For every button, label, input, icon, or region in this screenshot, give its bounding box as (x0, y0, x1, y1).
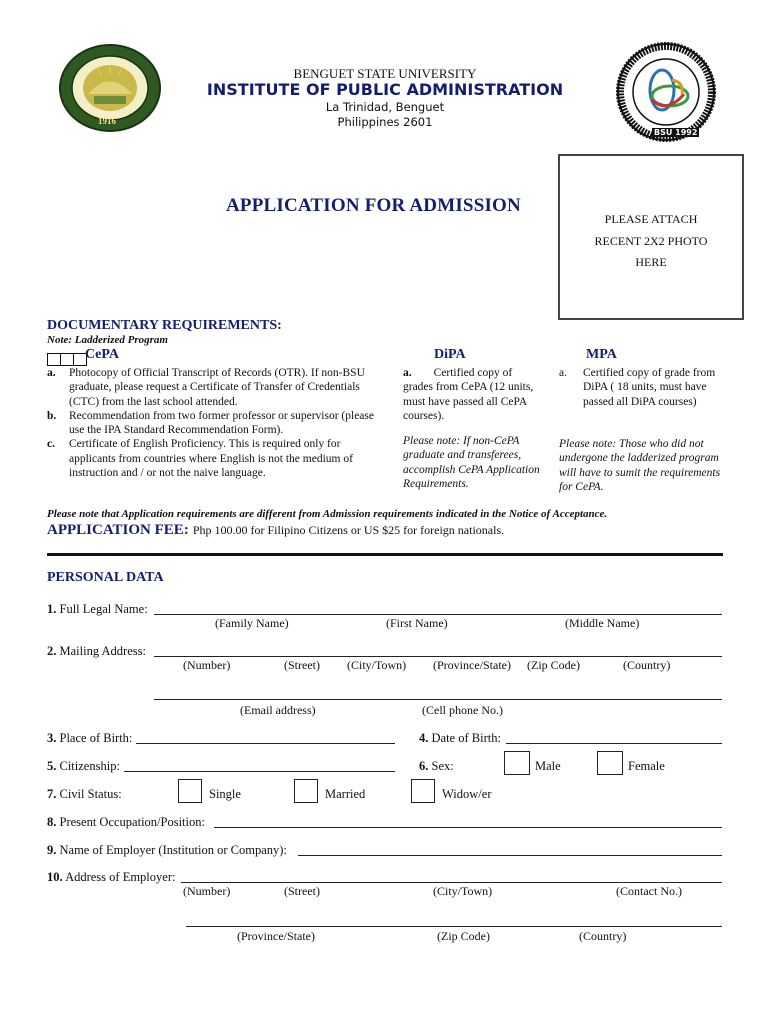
university-name: BENGUET STATE UNIVERSITY (293, 66, 477, 81)
field-number: 10. (47, 870, 63, 884)
sex-female-checkbox[interactable] (597, 751, 623, 775)
field-number: 3. (47, 731, 57, 745)
item-text: Certified copy of grade from DiPA ( 18 units, must have passed all DiPA courses) (583, 367, 716, 408)
civil-status-label (47, 787, 122, 802)
item-marker: a. (559, 367, 567, 379)
field-number: 9. (47, 843, 57, 857)
sex-female-label: Female (628, 759, 665, 773)
dipa-note: Please note: If non-CePA graduate and transferees, accomplish CePA Application Requirements. (403, 435, 540, 490)
sex-male-checkbox[interactable] (504, 751, 530, 775)
sub-label: (Cell phone No.) (422, 703, 503, 717)
item-text: Certificate of English Proficiency. This is required only for applicants from countries where English is not the medium of instruction and / or not the naive language. (69, 438, 353, 480)
sub-label: (Country) (623, 658, 671, 672)
sex-male-label: Male (535, 759, 561, 773)
full-name-label (47, 602, 148, 617)
civil-status-married-checkbox[interactable] (294, 779, 318, 803)
sub-label: (Street) (284, 884, 320, 898)
employer-address-field[interactable] (181, 882, 722, 883)
field-label: Present Occupation/Position: (59, 815, 205, 829)
place-of-birth-field[interactable] (136, 743, 395, 744)
list-item (47, 366, 387, 409)
item-text: Recommendation from two former professor or supervisor (please use the IPA Standard Recommendation Form). (69, 409, 374, 437)
seal-year: 1916 (98, 116, 116, 126)
field-label: Citizenship: (59, 759, 120, 773)
field-label: Civil Status: (59, 787, 122, 801)
list-item (47, 437, 387, 480)
date-of-birth-label (419, 731, 501, 746)
field-number: 5. (47, 759, 57, 773)
list-item (47, 409, 387, 438)
personal-data-heading: PERSONAL DATA (47, 570, 164, 585)
item-marker: a. (47, 367, 56, 379)
mpa-note: Please note: Those who did not undergone the ladderized program will have to sumit the requirements for CePA. (559, 438, 721, 493)
dipa-requirement (403, 366, 543, 423)
field-label: Mailing Address: (59, 644, 146, 658)
sub-label: (First Name) (386, 616, 448, 630)
field-number: 2. (47, 644, 57, 658)
sub-label: (Email address) (240, 703, 316, 717)
employer-name-field[interactable] (298, 855, 722, 856)
field-label: Sex: (431, 759, 454, 773)
date-of-birth-field[interactable] (506, 743, 722, 744)
field-label: Place of Birth: (59, 731, 133, 745)
sub-label: (Number) (183, 658, 231, 672)
field-label: Full Legal Name: (59, 602, 148, 616)
application-fee (47, 521, 504, 539)
occupation-label (47, 815, 205, 830)
citizenship-field[interactable] (124, 771, 395, 772)
sub-label: (City/Town) (347, 658, 407, 672)
fee-text: Php 100.00 for Filipino Citizens or US $25 for foreign nationals. (192, 523, 505, 537)
full-name-field[interactable] (154, 614, 722, 615)
citizenship-label (47, 759, 120, 774)
civil-status-married-label: Married (325, 787, 366, 801)
civil-status-single-checkbox[interactable] (178, 779, 202, 803)
sub-label: (Country) (579, 929, 627, 943)
seal-year: BSU 1992 (654, 128, 698, 137)
sub-label: (Family Name) (215, 616, 289, 630)
requirements-heading: DOCUMENTARY REQUIREMENTS: (47, 318, 282, 333)
field-label: Address of Employer: (65, 870, 176, 884)
mailing-address-label (47, 644, 146, 659)
dipa-title: DiPA (434, 347, 466, 362)
sub-label: (Number) (183, 884, 231, 898)
address-line-2: Philippines 2601 (337, 115, 433, 129)
fee-label: APPLICATION FEE: (47, 522, 189, 538)
field-number: 8. (47, 815, 57, 829)
bsu-seal-logo (58, 44, 162, 132)
field-number: 4. (419, 731, 429, 745)
cepa-requirements-list (47, 366, 387, 480)
sex-label (419, 759, 454, 774)
requirements-note: Note: Ladderized Program (47, 334, 168, 346)
place-of-birth-label (47, 731, 132, 746)
field-label: Date of Birth: (431, 731, 501, 745)
photo-placeholder-box (558, 154, 744, 320)
sub-label: (Province/State) (433, 658, 511, 672)
civil-status-widower-label: Widow/er (442, 787, 492, 801)
sub-label: (Zip Code) (437, 929, 490, 943)
photo-instruction-line-3: HERE (635, 255, 667, 269)
sub-label: (Zip Code) (527, 658, 580, 672)
mpa-title: MPA (586, 347, 617, 362)
field-number: 7. (47, 787, 57, 801)
field-number: 6. (419, 759, 429, 773)
photo-instruction-line-1: PLEASE ATTACH (604, 212, 698, 226)
field-number: 1. (47, 602, 57, 616)
item-marker: a. (403, 367, 412, 379)
mpa-requirement (559, 366, 735, 409)
item-text: Certified copy of grades from CePA (12 units, must have passed all CePA courses). (403, 367, 534, 422)
field-label: Name of Employer (Institution or Company): (59, 843, 287, 857)
email-phone-field[interactable] (154, 699, 722, 700)
sub-label: (Contact No.) (616, 884, 682, 898)
sub-label: (Middle Name) (565, 616, 640, 630)
page-title: APPLICATION FOR ADMISSION (226, 195, 521, 216)
employer-name-label (47, 843, 287, 858)
sub-label: (City/Town) (433, 884, 493, 898)
item-marker: b. (47, 409, 57, 422)
occupation-field[interactable] (214, 827, 722, 828)
sub-label: (Province/State) (237, 929, 315, 943)
employer-address-label (47, 870, 175, 885)
section-divider (47, 553, 723, 556)
cepa-title: CePA (85, 347, 119, 362)
item-marker: c. (47, 438, 55, 451)
civil-status-widower-checkbox[interactable] (411, 779, 435, 803)
employer-address-field-2[interactable] (186, 926, 722, 927)
institute-name: INSTITUTE OF PUBLIC ADMINISTRATION (206, 80, 564, 99)
address-line-1: La Trinidad, Benguet (325, 100, 445, 114)
ipa-seal-logo (612, 42, 720, 142)
mailing-address-field[interactable] (154, 656, 722, 657)
item-text: Photocopy of Official Transcript of Records (OTR). If non-BSU graduate, please request a Certificate of Transfer of Credentials (CTC) from the last school attended. (69, 367, 365, 408)
civil-status-single-label: Single (209, 787, 241, 801)
photo-instruction-line-2: RECENT 2X2 PHOTO (594, 234, 708, 248)
notice-text: Please note that Application requirements are different from Admission requirements indicated in the Notice of Acceptance. (47, 508, 608, 520)
sub-label: (Street) (284, 658, 320, 672)
